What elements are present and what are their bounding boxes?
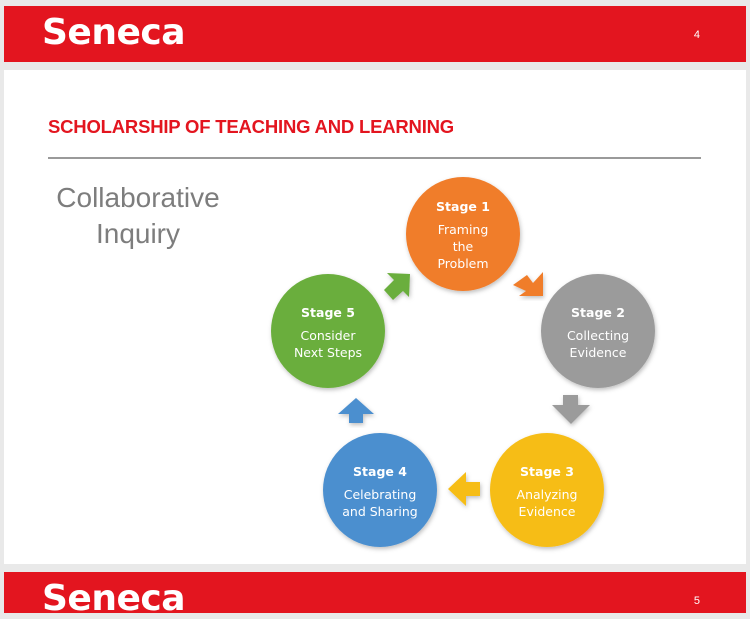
- stage-5-title: Stage 5: [301, 305, 355, 320]
- stage-2-desc-1: Collecting: [566, 328, 630, 343]
- subtitle-line-1: Collaborative: [56, 182, 220, 213]
- page-number-footer: 5: [693, 595, 700, 607]
- slide-heading: SCHOLARSHIP OF TEACHING AND LEARNING: [48, 116, 454, 137]
- stage-1-desc-2: the: [452, 239, 474, 254]
- arrow-4-to-5: [338, 398, 374, 423]
- stage-1-desc-1: Framing: [437, 222, 489, 237]
- subtitle-line-2: Inquiry: [95, 218, 181, 249]
- seneca-logo: Seneca: [42, 12, 186, 53]
- stage-1-title: Stage 1: [436, 199, 490, 214]
- stage-3-desc-2: Evidence: [518, 504, 576, 519]
- stage-5-label: [273, 305, 383, 361]
- footer-bar: [4, 572, 746, 619]
- stage-1-label: [408, 199, 518, 272]
- seneca-logo-footer: Seneca: [42, 578, 186, 619]
- stage-4-label: [325, 464, 435, 520]
- stage-3-label: [492, 464, 602, 520]
- stage-1-desc-3: Problem: [437, 256, 489, 271]
- stage-2-desc-2: Evidence: [569, 345, 627, 360]
- stage-4-desc-2: and Sharing: [342, 504, 418, 519]
- stage-5-desc-2: Next Steps: [293, 345, 363, 360]
- stage-5-desc-1: Consider: [300, 328, 356, 343]
- stage-3-desc-1: Analyzing: [516, 487, 578, 502]
- arrow-5-to-1: [384, 273, 410, 300]
- arrow-3-to-4: [448, 472, 480, 506]
- page-number: 4: [693, 29, 700, 41]
- stage-2-title: Stage 2: [571, 305, 625, 320]
- arrow-1-to-2: [513, 272, 543, 296]
- arrow-2-to-3: [552, 395, 590, 424]
- stage-4-title: Stage 4: [353, 464, 407, 479]
- stage-2-label: [543, 305, 653, 361]
- stage-3-title: Stage 3: [520, 464, 574, 479]
- stage-4-desc-1: Celebrating: [343, 487, 417, 502]
